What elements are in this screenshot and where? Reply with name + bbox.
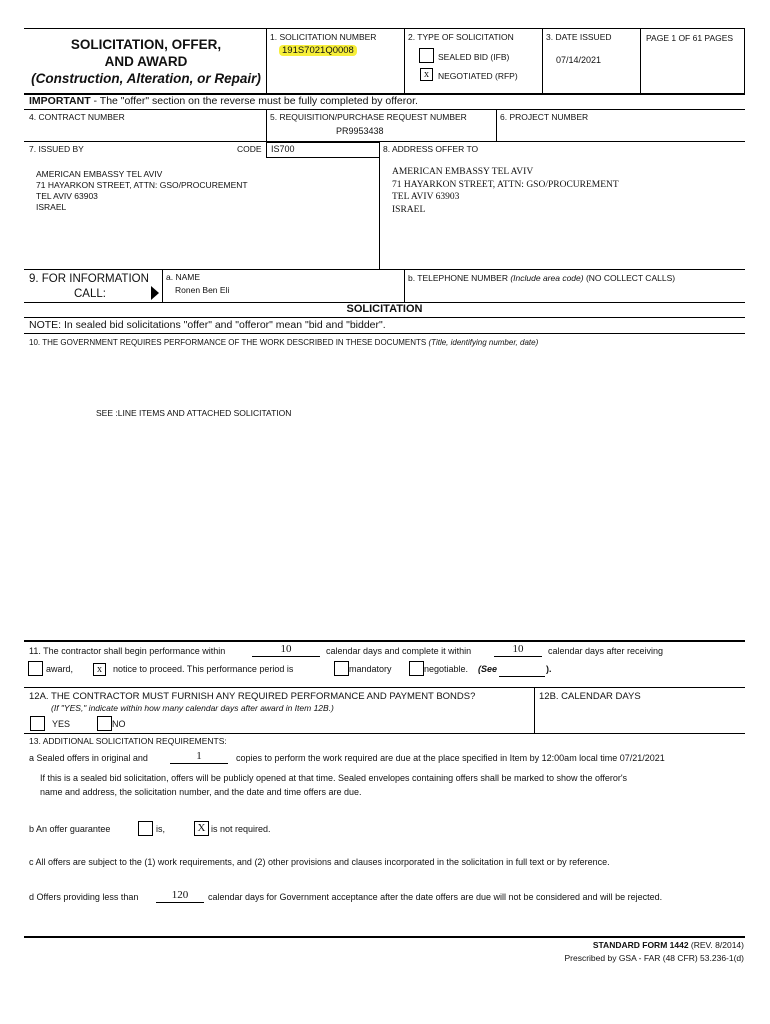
- bonds-no-label: NO: [112, 719, 126, 729]
- bonds-no-checkbox[interactable]: [97, 716, 112, 731]
- issued-by-label: 7. ISSUED BY: [29, 144, 84, 154]
- requisition-number-value[interactable]: PR9953438: [336, 126, 384, 136]
- see-field[interactable]: [499, 664, 545, 677]
- divider: [24, 733, 745, 734]
- form-name: STANDARD FORM 1442: [592, 940, 689, 950]
- divider: [404, 28, 405, 93]
- divider: [24, 269, 745, 270]
- complete-days-field[interactable]: 10: [494, 643, 542, 657]
- bonds-yes-label: YES: [52, 719, 71, 729]
- address-offer-label: 8. ADDRESS OFFER TO: [383, 144, 479, 154]
- item10-label-text: 10. THE GOVERNMENT REQUIRES PERFORMANCE OF THE WORK DESCRIBED IN THESE DOCUMENTS: [29, 338, 429, 347]
- form-title: [24, 36, 268, 87]
- address-line: ISRAEL: [36, 202, 67, 212]
- sealed-bid-checkbox[interactable]: [419, 48, 434, 63]
- divider: [24, 936, 745, 938]
- item11-text-c: calendar days after receiving: [548, 646, 664, 656]
- item12b-value[interactable]: [539, 708, 739, 720]
- title-line: AND AWARD: [104, 54, 188, 69]
- info-label-line: 9. FOR INFORMATION: [29, 273, 149, 285]
- address-line: AMERICAN EMBASSY TEL AVIV: [392, 167, 534, 177]
- negotiated-checkbox[interactable]: x: [420, 68, 433, 81]
- contact-name-value[interactable]: Ronen Ben Eli: [175, 285, 230, 295]
- item13c-text: c All offers are subject to the (1) work requirements, and (2) other provisions and clauses incorporated in the solicitation in full text or by reference.: [29, 857, 610, 867]
- item12a-subtext: (If "YES," indicate within how many calendar days after award in Item 12B.): [51, 703, 334, 713]
- sealed-bid-label: SEALED BID (IFB): [438, 52, 510, 62]
- title-line: SOLICITATION, OFFER,: [70, 37, 222, 52]
- address-line: 71 HAYARKON STREET, ATTN: GSO/PROCUREMENT: [36, 180, 248, 190]
- important-text: - The "offer" section on the reverse must be fully completed by offeror.: [90, 95, 418, 107]
- contract-number-value[interactable]: [29, 127, 259, 139]
- form-revision: (REV. 8/2014): [688, 940, 744, 950]
- code-field[interactable]: [266, 142, 380, 158]
- address-line: AMERICAN EMBASSY TEL AVIV: [36, 169, 163, 179]
- divider: [496, 109, 497, 141]
- item13d-post: calendar days for Government acceptance after the date offers are due will not be considered and will be rejected.: [208, 892, 663, 902]
- notice-checkbox[interactable]: x: [93, 663, 106, 676]
- item13d-pre: d Offers providing less than: [29, 892, 139, 902]
- important-label: IMPORTANT: [29, 95, 91, 107]
- negotiated-label: NEGOTIATED (RFP): [438, 71, 518, 81]
- address-line: TEL AVIV 63903: [36, 191, 98, 201]
- solicitation-note: NOTE: In sealed bid solicitations "offer" and "offeror" mean "bid and "bidder".: [29, 319, 386, 331]
- acceptance-days-field[interactable]: 120: [156, 889, 204, 903]
- item12a-label: 12A. THE CONTRACTOR MUST FURNISH ANY REQUIRED PERFORMANCE AND PAYMENT BONDS?: [29, 691, 476, 702]
- divider: [24, 317, 745, 318]
- solicitation-number-field[interactable]: [279, 45, 357, 56]
- award-checkbox[interactable]: [28, 661, 43, 676]
- solicitation-number-value: 191S7021Q0008: [279, 45, 357, 56]
- issued-by-address: [36, 169, 248, 213]
- item10-description[interactable]: SEE :LINE ITEMS AND ATTACHED SOLICITATION: [96, 408, 292, 418]
- item13a-pre: a Sealed offers in original and: [29, 753, 148, 763]
- address-line: ISRAEL: [392, 204, 426, 215]
- divider: [744, 28, 745, 93]
- solicitation-heading: SOLICITATION: [346, 303, 423, 315]
- guarantee-not-checkbox[interactable]: X: [194, 821, 209, 836]
- award-label: award,: [46, 664, 74, 674]
- telephone-label-hint: (Include area code): [510, 273, 584, 283]
- divider: [266, 109, 267, 141]
- project-number-value[interactable]: [500, 127, 730, 139]
- form-number: [593, 940, 744, 950]
- mandatory-label: mandatory: [349, 664, 392, 674]
- info-label-line: CALL:: [74, 288, 106, 300]
- bonds-yes-checkbox[interactable]: [30, 716, 45, 731]
- item13a-post: copies to perform the work required are due at the place specified in Item by 12:00am local time 07/21/2021: [236, 753, 665, 763]
- notice-label: notice to proceed. This performance period is: [113, 664, 294, 674]
- guarantee-is-checkbox[interactable]: [138, 821, 153, 836]
- divider: [24, 333, 745, 334]
- date-issued-value[interactable]: 07/14/2021: [556, 55, 602, 65]
- divider: [24, 141, 745, 142]
- solicitation-type-label: 2. TYPE OF SOLICITATION: [408, 32, 514, 42]
- item10-label: [29, 338, 538, 347]
- divider: [24, 109, 745, 110]
- item11-text-b: calendar days and complete it within: [326, 646, 472, 656]
- item11-text-a: 11. The contractor shall begin performance within: [29, 646, 226, 656]
- requisition-number-label: 5. REQUISITION/PURCHASE REQUEST NUMBER: [270, 112, 467, 122]
- item10-label-hint: (Title, identifying number, date): [428, 338, 539, 347]
- telephone-label: [408, 273, 675, 283]
- item12b-label: 12B. CALENDAR DAYS: [539, 691, 641, 702]
- solicitation-number-label: 1. SOLICITATION NUMBER: [270, 32, 377, 42]
- mandatory-checkbox[interactable]: [334, 661, 349, 676]
- guarantee-not-label: is not required.: [211, 824, 271, 834]
- negotiable-checkbox[interactable]: [409, 661, 424, 676]
- top-border: [24, 28, 745, 29]
- divider: [534, 687, 535, 733]
- see-label: (See: [478, 664, 498, 674]
- see-end: ).: [546, 664, 552, 674]
- arrow-right-icon: [151, 286, 159, 300]
- code-value: IS700: [271, 144, 295, 154]
- begin-days-field[interactable]: 10: [252, 643, 320, 657]
- address-line: TEL AVIV 63903: [392, 192, 460, 202]
- important-notice: [29, 95, 418, 107]
- divider: [640, 28, 641, 93]
- title-subtitle: (Construction, Alteration, or Repair): [31, 71, 261, 86]
- contact-name-label: a. NAME: [166, 272, 201, 282]
- info-call-label: [29, 272, 149, 302]
- item13a-para-line1: If this is a sealed bid solicitation, offers will be publicly opened at that time. Sealed envelopes containing offers shall be marked to show the offeror's: [40, 773, 628, 783]
- negotiable-label: negotiable.: [424, 664, 469, 674]
- divider: [24, 687, 745, 688]
- address-line: 71 HAYARKON STREET, ATTN: GSO/PROCUREMENT: [392, 179, 619, 190]
- telephone-label-note: (NO COLLECT CALLS): [583, 273, 676, 283]
- copies-field[interactable]: 1: [170, 750, 228, 764]
- telephone-label-text: b. TELEPHONE NUMBER: [408, 273, 511, 283]
- divider: [162, 269, 163, 302]
- item13b-pre: b An offer guarantee: [29, 824, 111, 834]
- date-issued-label: 3. DATE ISSUED: [546, 32, 612, 42]
- project-number-label: 6. PROJECT NUMBER: [500, 112, 589, 122]
- page-count: PAGE 1 OF 61 PAGES: [646, 33, 734, 43]
- prescribed-by: Prescribed by GSA - FAR (48 CFR) 53.236-1(d): [564, 953, 744, 963]
- divider: [404, 269, 405, 302]
- item13a-para-line2: name and address, the solicitation number, and the date and time offers are due.: [40, 787, 362, 797]
- address-offer-address: [392, 166, 619, 216]
- item13-label: 13. ADDITIONAL SOLICITATION REQUIREMENTS:: [29, 736, 227, 746]
- code-label: CODE: [237, 144, 262, 154]
- guarantee-is-label: is,: [156, 824, 165, 834]
- contract-number-label: 4. CONTRACT NUMBER: [29, 112, 125, 122]
- divider: [379, 141, 380, 269]
- divider: [542, 28, 543, 93]
- divider: [24, 640, 745, 642]
